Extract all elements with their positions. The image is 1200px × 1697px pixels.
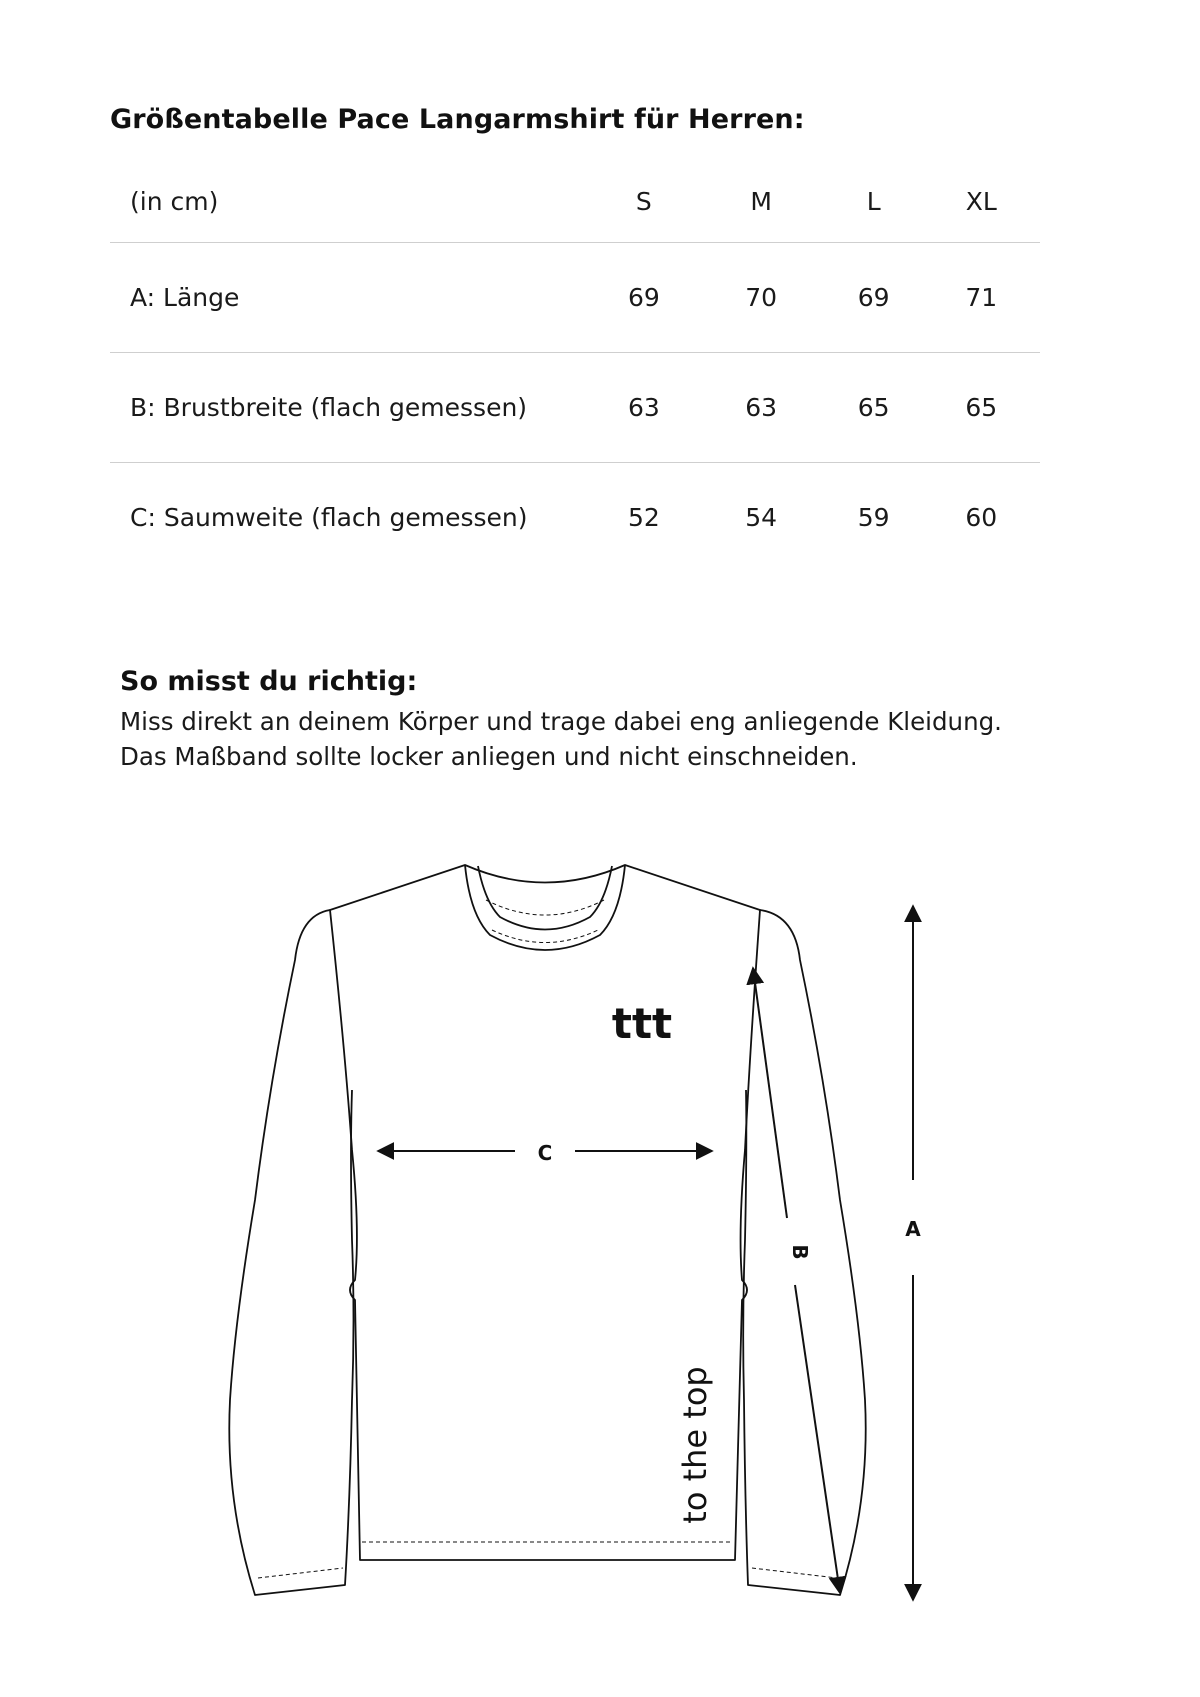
cell-value: 63 [698,353,825,463]
size-header-xl: XL [923,160,1040,243]
howto-heading: So misst du richtig: [120,666,418,697]
cell-value: 52 [627,503,660,532]
row-label: B: Brustbreite (flach gemessen) [110,353,590,463]
cell-value: 70 [698,243,825,353]
measure-b-label: B [788,1244,812,1260]
cell-value: 63 [590,353,698,463]
size-header-l: L [825,160,923,243]
measure-a-label: A [905,1217,921,1241]
row-label: A: Länge [110,243,590,353]
size-header-s: S [590,160,698,243]
measure-b-upper-arrow [753,968,787,1218]
cell-value: 69 [590,243,698,353]
cell-value: 65 [825,353,923,463]
longsleeve-shirt-illustration [229,865,865,1595]
sleeve-print-text: to the top [676,1366,714,1524]
cell-value: 60 [965,503,998,532]
unit-header: (in cm) [110,160,590,243]
shirt-collar [465,865,625,950]
howto-line: Miss direkt an deinem Körper und trage dabei eng anliegende Kleidung. [120,707,1002,736]
chest-logo: ttt [611,999,673,1048]
row-label: C: Saumweite (flach gemessen) [130,503,528,532]
howto-line: Das Maßband sollte locker anliegen und nicht einschneiden. [120,742,858,771]
cell-value: 69 [825,243,923,353]
shirt-collar-inner [478,866,612,930]
cell-value: 54 [745,503,778,532]
cell-value: 59 [857,503,890,532]
cell-value: 65 [923,353,1040,463]
page-title: Größentabelle Pace Langarmshirt für Herren: [110,104,805,135]
measure-c-label: C [537,1141,553,1165]
size-header-m: M [698,160,825,243]
cell-value: 71 [923,243,1040,353]
measure-b-lower-arrow [795,1285,840,1593]
left-sleeve [229,910,353,1595]
